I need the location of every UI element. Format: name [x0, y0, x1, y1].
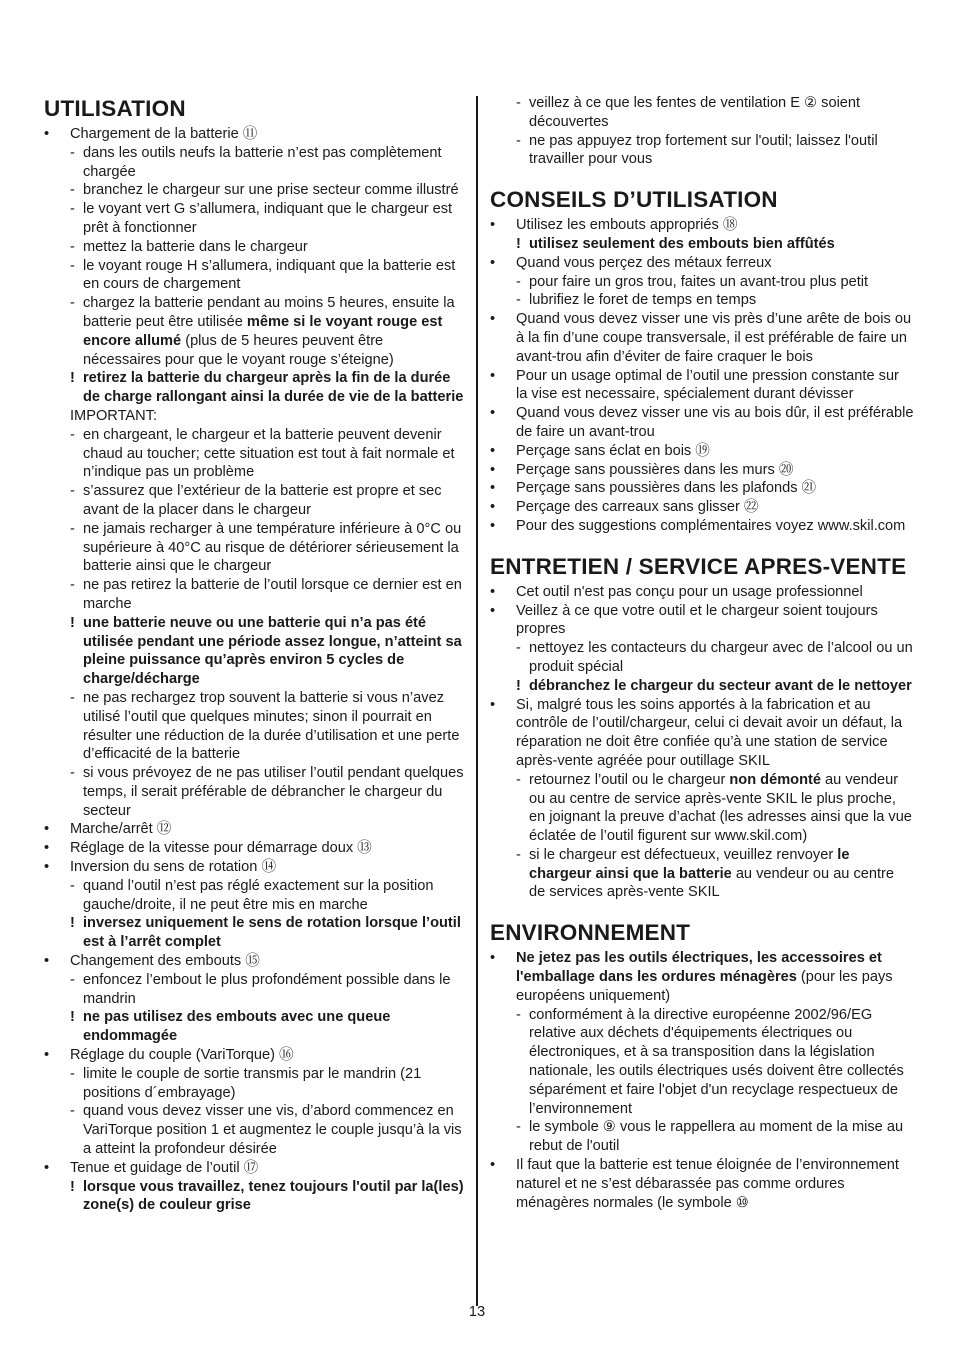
environnement-content — [490, 949, 914, 1212]
list-item: - ne jamais recharger à une température inférieure à 0°C ou supérieure à 40°C au risque de détériorer sérieusement la batterie ainsi que le chargeur — [44, 520, 464, 576]
right-column — [490, 94, 914, 1212]
list-item — [490, 949, 914, 1005]
list-item: • Cet outil n'est pas conçu pour un usage professionnel — [490, 583, 914, 602]
list-item: - limite le couple de sortie transmis par le mandrin (21 positions d´embrayage) — [44, 1065, 464, 1103]
warning-item: ! une batterie neuve ou une batterie qui n’a pas été utilisée pendant une période assez longue, n’atteint sa pleine puissance qu’après environ 5 cycles de charge/décharge — [44, 614, 464, 689]
text-run: (pour les pays européens uniquement) — [516, 969, 893, 1004]
list-item: • Quand vous devez visser une vis près d’une arête de bois ou à la fin d’une coupe transversale, il est préférable de faire un avant-trou afin d’éviter de faire craquer le bois — [490, 310, 914, 366]
list-item: - le voyant rouge H s’allumera, indiquant que la batterie est en cours de chargement — [44, 257, 464, 295]
bold-text-run: le chargeur ainsi que la batterie — [529, 846, 850, 882]
list-item: - branchez le chargeur sur une prise secteur comme illustré — [44, 181, 464, 200]
list-item: - pour faire un gros trou, faites un avant-trou plus petit — [490, 273, 914, 292]
list-item: • Inversion du sens de rotation ⑭ — [44, 858, 464, 877]
warning-item: ! ne pas utilisez des embouts avec une queue endommagée — [44, 1008, 464, 1046]
list-item: • Perçage sans poussières dans les murs ⑳ — [490, 461, 914, 480]
bold-text-run: même si le voyant rouge est encore allumé — [83, 313, 443, 349]
list-item: • Perçage sans poussières dans les plafonds ㉑ — [490, 479, 914, 498]
list-item: - ne pas rechargez trop souvent la batterie si vous n’avez utilisé l’outil que quelques minutes; sinon il pourrait en résulter une réduction de la durée d’utilisation et une perte d’efficacité de la batterie — [44, 689, 464, 764]
list-item: - en chargeant, le chargeur et la batterie peuvent devenir chaud au toucher; cette situation est tout à fait normale et n’indique pas un problème — [44, 426, 464, 482]
list-item: • Quand vous perçez des métaux ferreux — [490, 254, 914, 273]
list-item: • Si, malgré tous les soins apportés à la fabrication et au contrôle de l’outil/chargeur, celui ci devait avoir un défaut, la réparation ne doit être confiée qu’à une station de service après-vente agréée pour outillage SKIL — [490, 696, 914, 771]
list-item — [490, 771, 914, 846]
list-item: • Marche/arrêt ⑫ — [44, 820, 464, 839]
warning-item: ! retirez la batterie du chargeur après la fin de la durée de charge rallongant ainsi la durée de vie de la batterie — [44, 369, 464, 407]
list-item: • Tenue et guidage de l’outil ⑰ — [44, 1159, 464, 1178]
entretien-content — [490, 583, 914, 903]
list-item: - veillez à ce que les fentes de ventilation E ② soient découvertes — [490, 94, 914, 132]
warning-item: ! inversez uniquement le sens de rotation lorsque l’outil est à l’arrêt complet — [44, 914, 464, 952]
section-title-entretien: ENTRETIEN / SERVICE APRES-VENTE — [490, 553, 907, 579]
list-item: • Réglage de la vitesse pour démarrage doux ⑬ — [44, 839, 464, 858]
list-item: - enfoncez l’embout le plus profondément possible dans le mandrin — [44, 971, 464, 1009]
list-item: • Changement des embouts ⑮ — [44, 952, 464, 971]
section-title-utilisation: UTILISATION — [44, 96, 186, 121]
list-item: - mettez la batterie dans le chargeur — [44, 238, 464, 257]
section-title-conseils: CONSEILS D’UTILISATION — [490, 187, 778, 213]
list-item: - s’assurez que l’extérieur de la batterie est propre et sec avant de la placer dans le chargeur — [44, 482, 464, 520]
list-item: • Réglage du couple (VariTorque) ⑯ — [44, 1046, 464, 1065]
list-item: • Utilisez les embouts appropriés ⑱ — [490, 216, 914, 235]
continued-list — [490, 94, 914, 169]
list-item: • Perçage des carreaux sans glisser ㉒ — [490, 498, 914, 517]
warning-item: ! lorsque vous travaillez, tenez toujours l'outil par la(les) zone(s) de couleur grise — [44, 1178, 464, 1216]
list-item: • Chargement de la batterie ⑪ — [44, 125, 464, 144]
list-item: - le voyant vert G s’allumera, indiquant que le chargeur est prêt à fonctionner — [44, 200, 464, 238]
list-item: • Pour des suggestions complémentaires voyez www.skil.com — [490, 517, 914, 536]
list-item — [44, 294, 464, 369]
list-item: - dans les outils neufs la batterie n’est pas complètement chargée — [44, 144, 464, 182]
list-item: - lubrifiez le foret de temps en temps — [490, 291, 914, 310]
text-run: au vendeur ou au centre de service après-vente SKIL le plus proche, en joignant la preuve d’achat (les adresses ainsi que la vue éclatée de l’outil figurent sur www.skil.com) — [529, 771, 912, 845]
list-item: • Il faut que la batterie est tenue éloignée de l’environnement naturel et ne s’est débarassée pas comme ordures ménagères normales (le symbole ⑩ — [490, 1156, 914, 1212]
conseils-content — [490, 216, 914, 536]
list-item: - ne pas retirez la batterie de l’outil lorsque ce dernier est en marche — [44, 576, 464, 614]
text-run: retournez l’outil ou le chargeur — [529, 771, 730, 788]
list-item: - quand vous devez visser une vis, d’abord commencez en VariTorque position 1 et augmentez le couple jusqu’à la vis a atteint la profondeur désirée — [44, 1102, 464, 1158]
section-title-environnement: ENVIRONNEMENT — [490, 920, 691, 946]
list-item: • Pour un usage optimal de l’outil une pression constante sur la vise est necessaire, spécialement durant dévisser — [490, 367, 914, 405]
warning-item: ! utilisez seulement des embouts bien affûtés — [490, 235, 914, 254]
list-item — [490, 846, 914, 902]
bold-text-run: non démonté — [729, 771, 821, 788]
text-run: chargez la batterie pendant au moins 5 heures, ensuite la batterie peut être utilisée — [83, 295, 455, 330]
list-item: - le symbole ⑨ vous le rappellera au moment de la mise au rebut de l'outil — [490, 1118, 914, 1156]
text-run: (plus de 5 heures peuvent être nécessaires pour que le voyant rouge s’éteigne) — [83, 332, 394, 368]
text-run: au vendeur ou au centre de services après-vente SKIL — [529, 865, 895, 901]
list-item: - si vous prévoyez de ne pas utiliser l’outil pendant quelques temps, il serait préférable de débrancher le chargeur du secteur — [44, 764, 464, 820]
list-item: - quand l’outil n’est pas réglé exactement sur la position gauche/droite, il ne peut être mis en marche — [44, 877, 464, 915]
page-number: 13 — [468, 1304, 486, 1320]
column-divider — [476, 96, 478, 1306]
important-label: IMPORTANT: — [70, 407, 158, 424]
spacer — [490, 902, 914, 916]
bold-text-run: Ne jetez pas les outils électriques, les accessoires et l'emballage dans les ordures ménagères — [516, 950, 882, 986]
spacer — [490, 169, 914, 183]
spacer — [490, 536, 914, 550]
list-item: • Perçage sans éclat en bois ⑲ — [490, 442, 914, 461]
list-item: - ne pas appuyez trop fortement sur l'outil; laissez l'outil travailler pour vous — [490, 132, 914, 170]
list-item: • Veillez à ce que votre outil et le chargeur soient toujours propres — [490, 602, 914, 640]
left-column — [44, 92, 464, 1215]
list-item: - conformément à la directive européenne 2002/96/EG relative aux déchets d'équipements électriques ou électroniques, et à sa transposition dans la législation nationale, les outils électriques usés doivent être collectés séparément et faire l'objet d'un recyclage respectueux de l’environnement — [490, 1006, 914, 1119]
list-item: • Quand vous devez visser une vis au bois dûr, il est préférable de faire un avant-trou — [490, 404, 914, 442]
utilisation-content — [44, 125, 464, 1215]
list-item: - nettoyez les contacteurs du chargeur avec de l’alcool ou un produit spécial — [490, 639, 914, 677]
text-run: si le chargeur est défectueux, veuillez renvoyer — [529, 846, 838, 863]
warning-item: ! débranchez le chargeur du secteur avant de le nettoyer — [490, 677, 914, 696]
